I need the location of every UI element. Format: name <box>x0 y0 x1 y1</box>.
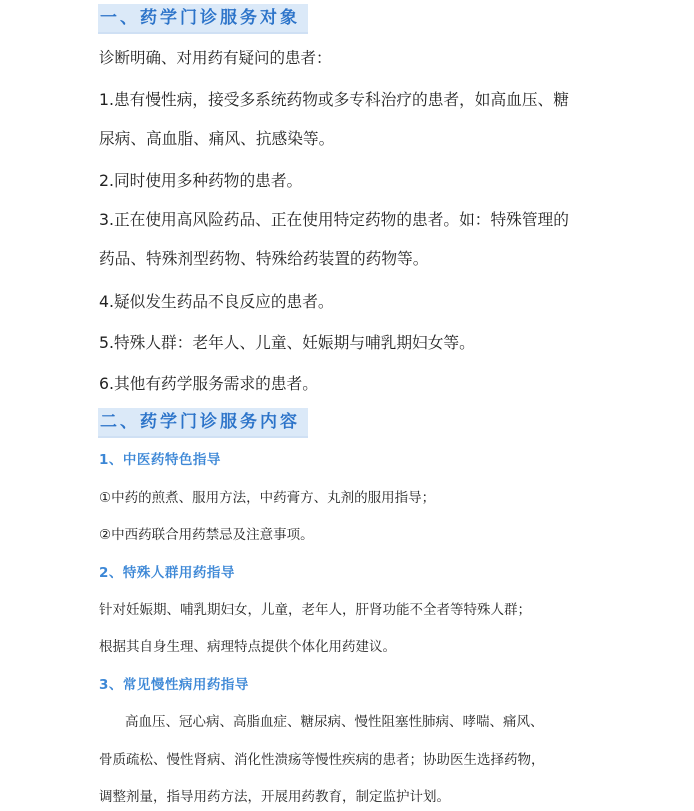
sub1-line-1: ①中药的煎煮、服用方法，中药膏方、丸剂的服用指导； <box>99 490 436 506</box>
sub3-line-2: 骨质疏松、慢性肾病、消化性溃疡等慢性疾病的患者；协助医生选择药物， <box>99 752 545 768</box>
sub3-line-3: 调整剂量，指导用药方法，开展用药教育，制定监护计划。 <box>99 789 450 805</box>
sub3-line-1: 高血压、冠心病、高脂血症、糖尿病、慢性阻塞性肺病、哮喘、痛风、 <box>125 714 544 730</box>
sub2-title: 2、特殊人群用药指导 <box>99 565 235 581</box>
section1-item-3b: 药品、特殊剂型药物、特殊给药装置的药物等。 <box>99 249 429 268</box>
section1-item-2: 2.同时使用多种药物的患者。 <box>99 171 303 190</box>
sub3-title: 3、常见慢性病用药指导 <box>99 677 249 693</box>
section1-item-1a: 1.患有慢性病，接受多系统药物或多专科治疗的患者，如高血压、糖 <box>99 90 569 109</box>
section1-item-1b: 尿病、高血脂、痛风、抗感染等。 <box>99 129 335 148</box>
sub2-line-2: 根据其自身生理、病理特点提供个体化用药建议。 <box>99 639 396 655</box>
section1-item-3a: 3.正在使用高风险药品、正在使用特定药物的患者。如：特殊管理的 <box>99 210 569 229</box>
sub2-line-1: 针对妊娠期、哺乳期妇女，儿童，老年人，肝肾功能不全者等特殊人群； <box>99 602 531 618</box>
sub1-title: 1、中医药特色指导 <box>99 452 221 468</box>
section1-item-6: 6.其他有药学服务需求的患者。 <box>99 374 318 393</box>
section1-intro: 诊断明确、对用药有疑问的患者： <box>99 49 332 67</box>
section1-item-5: 5.特殊人群：老年人、儿童、妊娠期与哺乳期妇女等。 <box>99 333 475 352</box>
section1-heading: 一、药学门诊服务对象 <box>98 4 308 34</box>
section2-heading: 二、药学门诊服务内容 <box>98 408 308 438</box>
section1-item-4: 4.疑似发生药品不良反应的患者。 <box>99 292 334 311</box>
sub1-line-2: ②中西药联合用药禁忌及注意事项。 <box>99 527 314 543</box>
